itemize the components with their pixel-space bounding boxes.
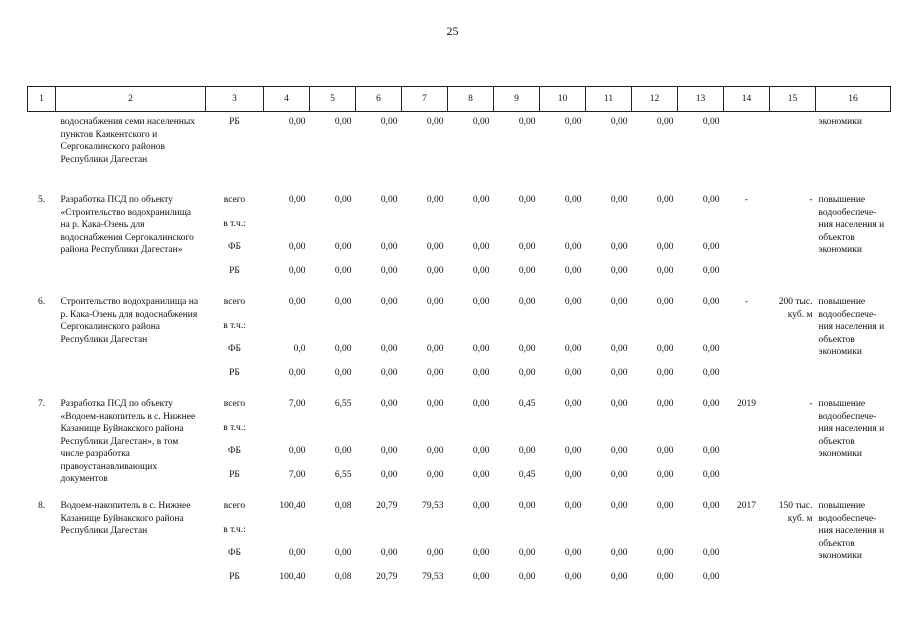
cell-value: 0,00 <box>656 117 674 127</box>
cell-value: 0,00 <box>472 469 490 480</box>
cell-value: 0,00 <box>702 501 720 511</box>
project-row-8-0 <box>28 496 891 524</box>
cell-capacity: 200 тыс. куб. м <box>778 297 813 320</box>
cell-value <box>402 524 448 548</box>
cell-value: 0,00 <box>472 344 490 354</box>
cell-value <box>448 524 494 548</box>
cell-value: 0,00 <box>472 117 490 127</box>
cell-value: 0,00 <box>702 399 720 409</box>
cell-value <box>494 422 540 446</box>
cell-value: 0,00 <box>288 242 306 252</box>
cell-name: Строительство водохранилища на р. Кака-Озень для водоснабжения Сергокалинского района Республики Дагестан <box>60 297 199 345</box>
cell-value <box>678 524 724 548</box>
cell-value: 79,53 <box>422 501 444 511</box>
cell-value: 100,40 <box>279 501 306 511</box>
cell-value: 20,79 <box>376 571 398 582</box>
cell-value <box>494 524 540 548</box>
header-col-5: 5 <box>310 87 356 112</box>
cell-value: 0,00 <box>288 297 306 307</box>
cell-value: 0,00 <box>610 242 628 252</box>
cell-value: 0,00 <box>564 399 582 409</box>
cell-value <box>632 320 678 344</box>
cell-source: ФБ <box>228 344 241 354</box>
cell-value: 0,00 <box>472 571 490 582</box>
cell-value: 0,00 <box>656 446 674 456</box>
cell-value: 0,00 <box>426 469 444 480</box>
header-col-12: 12 <box>632 87 678 112</box>
cell-value: 0,00 <box>288 548 306 558</box>
cell-source: РБ <box>229 571 240 582</box>
cell-value: 0,00 <box>564 242 582 252</box>
cell-value: 0,00 <box>472 501 490 511</box>
cell-value: 0,00 <box>472 265 490 276</box>
cell-value: 0,00 <box>518 367 536 378</box>
cell-value: 0,00 <box>518 446 536 456</box>
cell-source: всего <box>223 195 246 205</box>
cell-value: 0,00 <box>702 297 720 307</box>
cell-value <box>264 524 310 548</box>
cell-value: 0,00 <box>334 548 352 558</box>
cell-value: 0,00 <box>610 446 628 456</box>
cell-value: 0,00 <box>702 571 720 582</box>
cell-value: 0,00 <box>426 344 444 354</box>
cell-value: 0,00 <box>518 265 536 276</box>
cell-num: 6. <box>37 297 46 307</box>
cell-value: 6,55 <box>334 469 352 480</box>
header-col-11: 11 <box>586 87 632 112</box>
cell-value: 0,00 <box>380 265 398 276</box>
cell-value: 0,45 <box>518 399 536 409</box>
cell-source: в т.ч.: <box>223 524 246 535</box>
cell-value: 0,00 <box>564 117 582 127</box>
cell-year: 2019 <box>737 399 756 409</box>
cell-value: 0,00 <box>610 195 628 205</box>
cell-value: 0,00 <box>564 446 582 456</box>
cell-source: всего <box>223 399 246 409</box>
cell-value <box>540 524 586 548</box>
cell-value: 0,0 <box>293 344 306 354</box>
cell-value: 0,00 <box>472 446 490 456</box>
header-col-6: 6 <box>356 87 402 112</box>
cell-year <box>724 112 770 187</box>
cell-value: 0,00 <box>334 242 352 252</box>
continuation-row <box>28 112 891 187</box>
cell-value: 0,00 <box>288 117 306 127</box>
cell-value: 7,00 <box>288 399 306 409</box>
cell-value <box>310 218 356 242</box>
cell-source: РБ <box>229 265 240 276</box>
cell-value: 0,00 <box>288 367 306 378</box>
cell-num <box>28 112 56 187</box>
header-col-10: 10 <box>540 87 586 112</box>
cell-value: 100,40 <box>279 571 306 582</box>
cell-value: 0,00 <box>656 367 674 378</box>
cell-value <box>540 320 586 344</box>
cell-source: ФБ <box>228 446 241 456</box>
cell-value: 0,00 <box>564 344 582 354</box>
cell-value: 0,00 <box>472 399 490 409</box>
header-col-4: 4 <box>264 87 310 112</box>
cell-value: 0,00 <box>518 195 536 205</box>
cell-name: Водоем-накопитель в с. Нижнее Казанище Буйнакского района Республики Дагестан <box>60 501 191 536</box>
cell-value <box>356 422 402 446</box>
cell-value: 0,00 <box>702 117 720 127</box>
cell-value: 0,00 <box>334 446 352 456</box>
project-row-7-0 <box>28 394 891 422</box>
cell-value <box>448 320 494 344</box>
cell-value <box>402 218 448 242</box>
cell-value <box>310 422 356 446</box>
cell-value: 7,00 <box>288 469 306 480</box>
cell-value: 0,00 <box>380 117 398 127</box>
cell-value: 0,00 <box>610 571 628 582</box>
cell-value: 0,00 <box>702 344 720 354</box>
cell-value: 0,00 <box>288 446 306 456</box>
cell-value: 0,00 <box>702 195 720 205</box>
cell-value: 0,00 <box>610 265 628 276</box>
cell-value: 0,00 <box>610 548 628 558</box>
cell-source: РБ <box>229 117 240 127</box>
project-row-5-0 <box>28 190 891 218</box>
cell-source: всего <box>223 297 246 307</box>
cell-value: 0,00 <box>472 297 490 307</box>
cell-value: 0,00 <box>334 367 352 378</box>
cell-capacity: - <box>809 195 813 205</box>
cell-name: Разработка ПСД по объекту «Водоем-накопитель в с. Нижнее Казанище Буйнакского района Республики Дагестан», в том числе разработка правоустанавливающих документов <box>60 399 196 484</box>
cell-value <box>356 218 402 242</box>
cell-value: 0,00 <box>656 571 674 582</box>
cell-value: 0,00 <box>426 367 444 378</box>
cell-value <box>310 320 356 344</box>
cell-source: в т.ч.: <box>223 422 246 433</box>
cell-value: 0,00 <box>334 297 352 307</box>
cell-value: 0,00 <box>518 242 536 252</box>
cell-year: - <box>744 195 749 205</box>
cell-value: 0,00 <box>656 501 674 511</box>
cell-value: 0,00 <box>564 367 582 378</box>
cell-value: 0,00 <box>472 367 490 378</box>
cell-num: 5. <box>37 195 46 205</box>
cell-value: 0,00 <box>334 117 352 127</box>
cell-value: 0,00 <box>702 469 720 480</box>
header-col-14: 14 <box>724 87 770 112</box>
cell-value <box>678 422 724 446</box>
header-col-7: 7 <box>402 87 448 112</box>
cell-value: 0,00 <box>518 501 536 511</box>
cell-value: 0,00 <box>472 195 490 205</box>
cell-num: 8. <box>37 501 46 511</box>
cell-value: 0,00 <box>702 265 720 276</box>
cell-value: 0,00 <box>334 195 352 205</box>
cell-value: 0,00 <box>426 117 444 127</box>
cell-value: 0,00 <box>610 344 628 354</box>
cell-value: 0,00 <box>426 265 444 276</box>
cell-value: 0,00 <box>702 242 720 252</box>
cell-value <box>586 422 632 446</box>
cell-value: 0,00 <box>610 469 628 480</box>
cell-value: 0,00 <box>656 344 674 354</box>
cell-value: 0,00 <box>426 399 444 409</box>
cell-result: экономики <box>818 117 862 127</box>
cell-num: 7. <box>37 399 46 409</box>
cell-value: 0,00 <box>610 367 628 378</box>
header-col-3: 3 <box>206 87 264 112</box>
cell-value: 0,00 <box>518 117 536 127</box>
project-row-6-0 <box>28 292 891 320</box>
cell-value <box>448 218 494 242</box>
cell-value: 0,00 <box>334 265 352 276</box>
cell-value: 0,00 <box>380 399 398 409</box>
cell-value: 0,00 <box>656 548 674 558</box>
cell-value: 0,00 <box>518 344 536 354</box>
cell-value: 0,00 <box>380 344 398 354</box>
cell-value <box>494 218 540 242</box>
cell-value: 0,00 <box>380 446 398 456</box>
cell-value: 0,00 <box>702 446 720 456</box>
cell-value: 0,00 <box>426 297 444 307</box>
cell-source: в т.ч.: <box>223 320 246 331</box>
cell-value: 0,00 <box>564 195 582 205</box>
cell-value: 0,00 <box>380 297 398 307</box>
cell-value: 0,00 <box>334 344 352 354</box>
cell-value: 0,00 <box>426 548 444 558</box>
cell-result: повышение водообеспече-ния населения и объектов экономики <box>818 297 885 357</box>
cell-source: всего <box>223 501 246 511</box>
cell-name: Разработка ПСД по объекту «Строительство водохранилища на р. Кака-Озень для водоснабжения Сергокалинского района Республики Дагестан» <box>60 195 194 255</box>
cell-value: 0,00 <box>564 501 582 511</box>
cell-value: 0,00 <box>472 242 490 252</box>
header-col-1: 1 <box>28 87 56 112</box>
cell-value <box>494 320 540 344</box>
cell-value <box>632 524 678 548</box>
header-col-8: 8 <box>448 87 494 112</box>
cell-value: 0,00 <box>472 548 490 558</box>
cell-value: 0,08 <box>334 501 352 511</box>
cell-capacity: 150 тыс. куб. м <box>778 501 813 524</box>
cell-value <box>356 524 402 548</box>
cell-value: 0,00 <box>656 195 674 205</box>
cell-value <box>678 218 724 242</box>
cell-value <box>264 422 310 446</box>
cell-value: 0,00 <box>380 469 398 480</box>
cell-value: 0,45 <box>518 469 536 480</box>
cell-value: 0,00 <box>518 297 536 307</box>
cell-value: 0,00 <box>702 548 720 558</box>
cell-value <box>586 218 632 242</box>
budget-table <box>27 86 891 594</box>
cell-value: 0,00 <box>656 469 674 480</box>
cell-value: 0,00 <box>656 265 674 276</box>
cell-source: РБ <box>229 469 240 480</box>
cell-value: 0,00 <box>426 446 444 456</box>
cell-value <box>632 422 678 446</box>
cell-value: 0,00 <box>288 195 306 205</box>
header-col-16: 16 <box>816 87 891 112</box>
cell-capacity <box>770 112 816 187</box>
cell-result: повышение водообеспече-ния населения и объектов экономики <box>818 501 885 561</box>
cell-value <box>264 218 310 242</box>
cell-value <box>310 524 356 548</box>
cell-source: ФБ <box>228 548 241 558</box>
cell-value: 0,00 <box>610 117 628 127</box>
cell-value: 0,00 <box>610 501 628 511</box>
cell-value <box>540 422 586 446</box>
cell-value <box>678 320 724 344</box>
cell-value: 0,00 <box>426 195 444 205</box>
cell-value <box>402 320 448 344</box>
table-body <box>28 112 891 595</box>
cell-value <box>356 320 402 344</box>
cell-value: 6,55 <box>334 399 352 409</box>
cell-value: 0,00 <box>564 548 582 558</box>
cell-value: 0,00 <box>288 265 306 276</box>
cell-value: 0,00 <box>656 399 674 409</box>
header-col-15: 15 <box>770 87 816 112</box>
cell-result: повышение водообеспече-ния населения и объектов экономики <box>818 195 885 255</box>
cell-value <box>632 218 678 242</box>
cell-value: 0,00 <box>426 242 444 252</box>
cell-value: 79,53 <box>422 571 444 582</box>
cell-value: 0,00 <box>564 469 582 480</box>
cell-value: 0,00 <box>518 571 536 582</box>
cell-value: 0,00 <box>380 367 398 378</box>
cell-source: ФБ <box>228 242 241 252</box>
cell-value: 0,00 <box>564 265 582 276</box>
header-row <box>28 87 891 112</box>
cell-value: 0,00 <box>610 297 628 307</box>
cell-value <box>264 320 310 344</box>
cell-value: 0,00 <box>610 399 628 409</box>
cell-year: 2017 <box>737 501 756 511</box>
cell-value <box>586 320 632 344</box>
header-col-9: 9 <box>494 87 540 112</box>
cell-value <box>448 422 494 446</box>
cell-value: 0,08 <box>334 571 352 582</box>
cell-value: 20,79 <box>376 501 398 511</box>
cell-value: 0,00 <box>518 548 536 558</box>
cell-capacity: - <box>809 399 813 409</box>
cell-value <box>586 524 632 548</box>
cell-year: - <box>744 297 749 307</box>
cell-value: 0,00 <box>564 297 582 307</box>
cell-value: 0,00 <box>702 367 720 378</box>
page-number: 25 <box>446 24 459 38</box>
cell-result: повышение водообеспече-ния населения и объектов экономики <box>818 399 885 459</box>
cell-value: 0,00 <box>564 571 582 582</box>
cell-value: 0,00 <box>380 242 398 252</box>
header-col-2: 2 <box>56 87 206 112</box>
cell-name: водоснабжения семи населенных пунктов Каякентского и Сергокалинского районов Республики Дагестан <box>60 117 196 165</box>
cell-value: 0,00 <box>656 297 674 307</box>
cell-value: 0,00 <box>380 195 398 205</box>
header-col-13: 13 <box>678 87 724 112</box>
cell-value: 0,00 <box>380 548 398 558</box>
cell-value <box>402 422 448 446</box>
cell-value: 0,00 <box>656 242 674 252</box>
cell-value <box>540 218 586 242</box>
cell-source: РБ <box>229 367 240 378</box>
cell-source: в т.ч.: <box>223 218 246 229</box>
